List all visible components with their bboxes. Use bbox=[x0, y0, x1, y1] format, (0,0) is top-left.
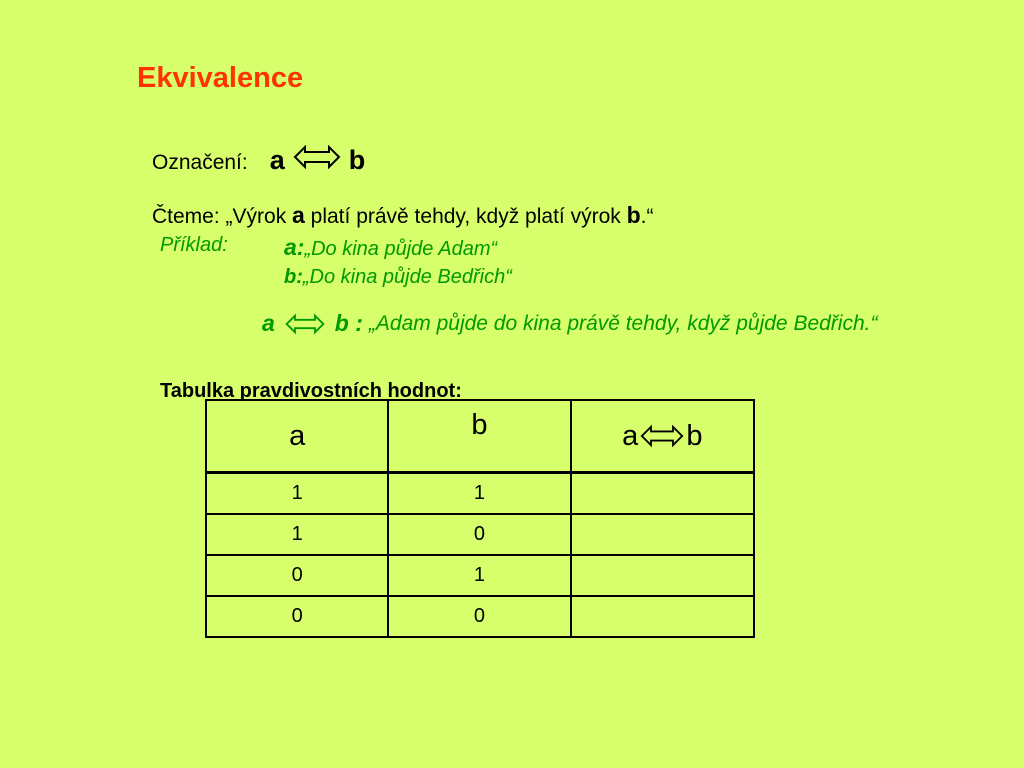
reading-prefix: Čteme: „Výrok bbox=[152, 205, 293, 228]
table-row bbox=[206, 596, 754, 637]
example-a-key: a: bbox=[284, 234, 305, 260]
table-row bbox=[206, 514, 754, 555]
table-row bbox=[206, 473, 754, 515]
table-caption: Tabulka pravdivostních hodnot: bbox=[160, 380, 462, 402]
example-a-text: „Do kina půjde Adam“ bbox=[304, 238, 498, 260]
reading-var-a: a bbox=[292, 202, 305, 228]
table-cell: 0 bbox=[206, 555, 388, 596]
example-label: Příklad: bbox=[160, 234, 228, 256]
double-arrow-icon bbox=[285, 313, 325, 335]
table-row bbox=[206, 555, 754, 596]
reading-sentence bbox=[152, 202, 653, 229]
table-cell: 1 bbox=[206, 514, 388, 555]
table-header-row bbox=[206, 400, 754, 473]
reading-suffix: .“ bbox=[640, 205, 654, 228]
truth-table bbox=[205, 399, 755, 638]
header-eq-a: a bbox=[622, 419, 639, 452]
page-title: Ekvivalence bbox=[137, 62, 304, 94]
header-b: b bbox=[388, 400, 570, 473]
double-arrow-icon bbox=[293, 145, 341, 169]
table-cell bbox=[571, 514, 754, 555]
notation-var-a: a bbox=[269, 145, 285, 175]
result-var-b: b : bbox=[334, 310, 363, 336]
table-cell: 1 bbox=[206, 473, 388, 515]
table-cell: 0 bbox=[388, 514, 570, 555]
table-cell bbox=[571, 555, 754, 596]
notation-label: Označení: bbox=[152, 151, 248, 174]
result-var-a: a bbox=[262, 310, 275, 336]
table-cell: 0 bbox=[388, 596, 570, 637]
header-a: a bbox=[206, 400, 388, 473]
example-a bbox=[284, 234, 497, 261]
result-text: „Adam půjde do kina právě tehdy, když půjde Bedřich.“ bbox=[368, 311, 878, 335]
table-cell: 1 bbox=[388, 473, 570, 515]
header-eq-b: b bbox=[686, 419, 703, 452]
table-cell: 0 bbox=[206, 596, 388, 637]
notation-line bbox=[152, 145, 365, 176]
reading-middle: platí právě tehdy, když platí výrok bbox=[304, 205, 627, 228]
example-b-text: „Do kina půjde Bedřich“ bbox=[302, 266, 512, 288]
double-arrow-icon bbox=[640, 423, 684, 449]
table-cell bbox=[571, 596, 754, 637]
notation-var-b: b bbox=[348, 145, 366, 175]
header-equivalence bbox=[571, 400, 754, 473]
reading-var-b: b bbox=[626, 202, 641, 228]
table-cell: 1 bbox=[388, 555, 570, 596]
example-result bbox=[262, 310, 877, 337]
table-cell bbox=[571, 473, 754, 515]
example-b bbox=[284, 266, 512, 289]
example-b-key: b: bbox=[284, 266, 303, 288]
